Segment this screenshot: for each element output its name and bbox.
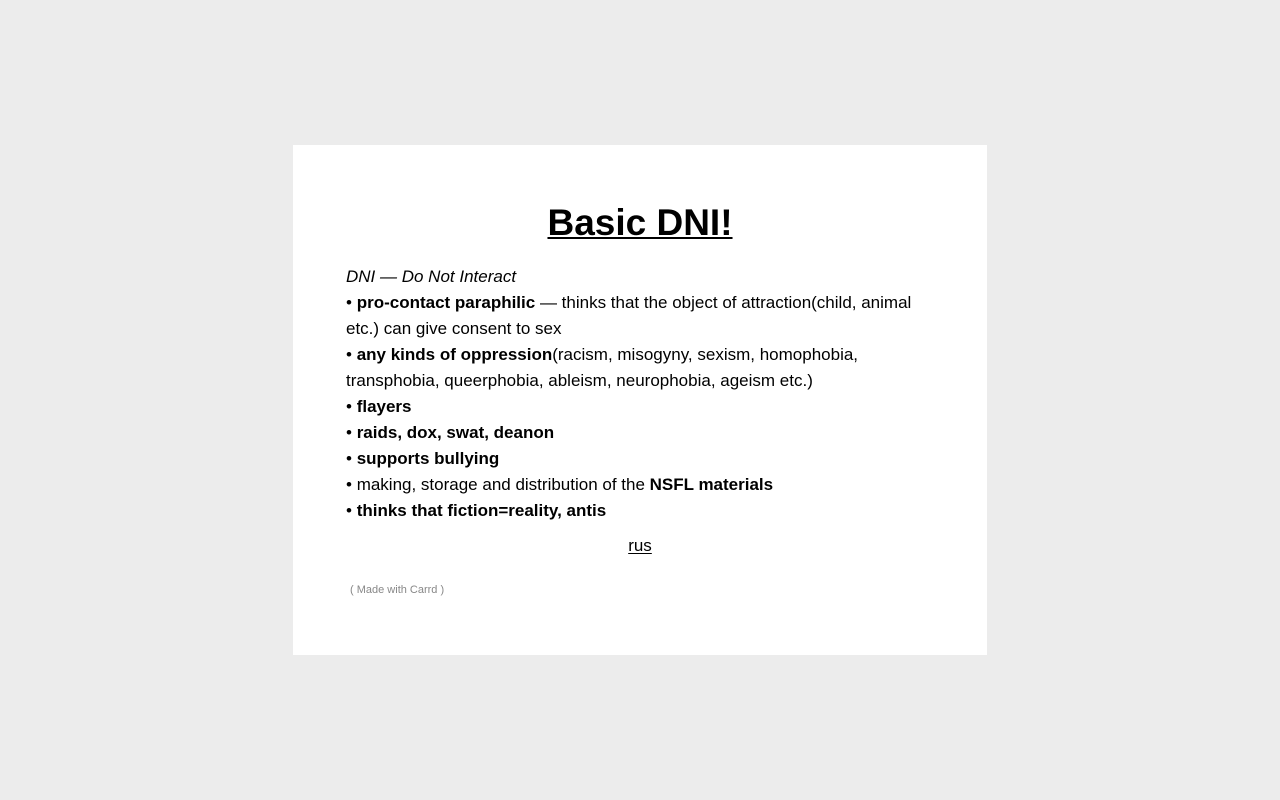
- item-bold-text: thinks that fiction=reality, antis: [356, 501, 607, 520]
- carrd-link[interactable]: Made with Carrd: [356, 584, 438, 596]
- bullet-marker: •: [346, 423, 357, 442]
- page-title: [346, 145, 934, 247]
- item-text: making, storage and distribution of the: [356, 475, 650, 494]
- item-bold-text: pro-contact paraphilic: [356, 293, 536, 312]
- item-bold-text: NSFL materials: [649, 475, 774, 494]
- made-with-carrd-credit: [346, 582, 934, 598]
- list-item: [346, 472, 934, 498]
- list-item: [346, 498, 934, 524]
- bullet-marker: •: [346, 475, 357, 494]
- bullet-marker: •: [346, 501, 357, 520]
- dni-intro: DNI — Do Not Interact: [346, 267, 517, 286]
- dni-list: [346, 264, 934, 524]
- item-text: — thinks that the object of attraction(child, animal etc.) can give consent to sex: [346, 293, 912, 338]
- title-link[interactable]: Basic DNI!: [547, 202, 733, 243]
- item-bold-text: supports bullying: [356, 449, 500, 468]
- item-bold-text: raids, dox, swat, deanon: [356, 423, 555, 442]
- list-item: [346, 394, 934, 420]
- list-item: [346, 342, 934, 394]
- bullet-marker: •: [346, 397, 357, 416]
- item-bold-text: any kinds of oppression: [356, 345, 553, 364]
- credit-close-paren: ): [437, 584, 445, 596]
- list-item: [346, 290, 934, 342]
- rus-link[interactable]: rus: [628, 536, 652, 555]
- list-item: [346, 420, 934, 446]
- list-item: [346, 446, 934, 472]
- content-card: [293, 145, 987, 655]
- bullet-marker: •: [346, 449, 357, 468]
- item-text: (racism, misogyny, sexism, homophobia, transphobia, queerphobia, ableism, neurophobia, ageism etc.): [346, 345, 859, 390]
- bullet-marker: •: [346, 293, 357, 312]
- credit-open-paren: (: [350, 584, 357, 596]
- bullet-marker: •: [346, 345, 357, 364]
- item-bold-text: flayers: [356, 397, 412, 416]
- language-link-row: [346, 533, 934, 559]
